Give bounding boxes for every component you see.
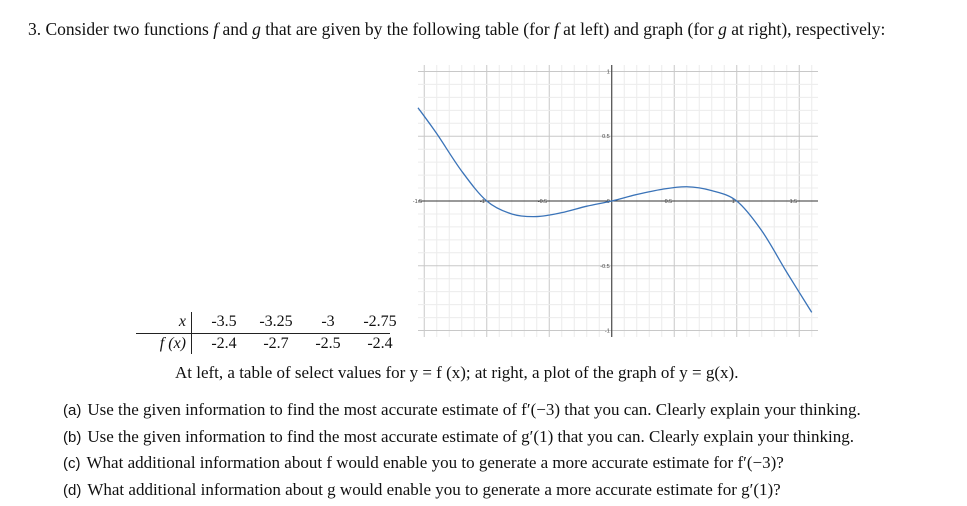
question-prompt: 3. Consider two functions f and g that are given by the following table (for f at left) and graph (for g at right), respectively:	[28, 19, 886, 39]
table-cell: -3.5	[211, 313, 237, 330]
table-row-x	[136, 311, 406, 333]
question-parts	[63, 397, 861, 503]
x-tick-label: 0	[606, 199, 610, 205]
part-a	[63, 397, 861, 424]
g-curve	[418, 108, 812, 313]
table-cell: -2.4	[367, 335, 393, 352]
table-divider-horizontal	[136, 333, 390, 334]
part-label: (a)	[63, 402, 82, 419]
x-tick-label: -1	[479, 199, 485, 205]
y-tick-label: 0.5	[602, 134, 610, 141]
part-label: (b)	[63, 428, 82, 446]
question-number: 3.	[28, 19, 42, 39]
y-tick-label: 1	[606, 69, 610, 76]
table-row-fx	[136, 333, 406, 355]
table-header-x: x	[178, 313, 186, 330]
graph-of-g	[412, 65, 818, 337]
x-tick-label: 1	[731, 199, 735, 205]
figure-caption: At left, a table of select values for y = f (x); at right, a plot of the graph of y = g(x).	[175, 363, 739, 382]
part-d	[63, 477, 861, 504]
part-text: Use the given information to find the most accurate estimate of g′(1) that you can. Clearly explain your thinking.	[87, 426, 854, 446]
table-header-fx: f (x)	[159, 335, 186, 352]
table-cell: -2.5	[315, 335, 341, 352]
x-tick-label: 0.5	[664, 199, 673, 205]
part-text: What additional information about f would enable you to generate a more accurate estimate for f′(−3)?	[86, 453, 784, 472]
part-text: What additional information about g would enable you to generate a more accurate estimate for g′(1)?	[87, 479, 781, 499]
x-tick-label: -0.5	[537, 199, 548, 205]
part-label: (d)	[63, 481, 82, 499]
y-tick-label: -0.5	[600, 263, 610, 270]
table-cell: -3	[321, 313, 335, 330]
table-cell: -2.75	[363, 313, 397, 330]
values-table	[136, 311, 406, 355]
x-tick-label: 1.5	[789, 199, 798, 205]
table-cell: -2.7	[263, 335, 289, 352]
table-cell: -2.4	[211, 335, 237, 352]
table-cell: -3.25	[259, 313, 293, 330]
part-b	[63, 424, 861, 451]
part-c	[63, 450, 861, 477]
x-tick-label: -1.5	[412, 199, 423, 205]
part-label: (c)	[63, 455, 81, 472]
part-text: Use the given information to find the most accurate estimate of f′(−3) that you can. Clearly explain your thinking.	[87, 400, 861, 419]
y-tick-label: -1	[604, 328, 610, 335]
